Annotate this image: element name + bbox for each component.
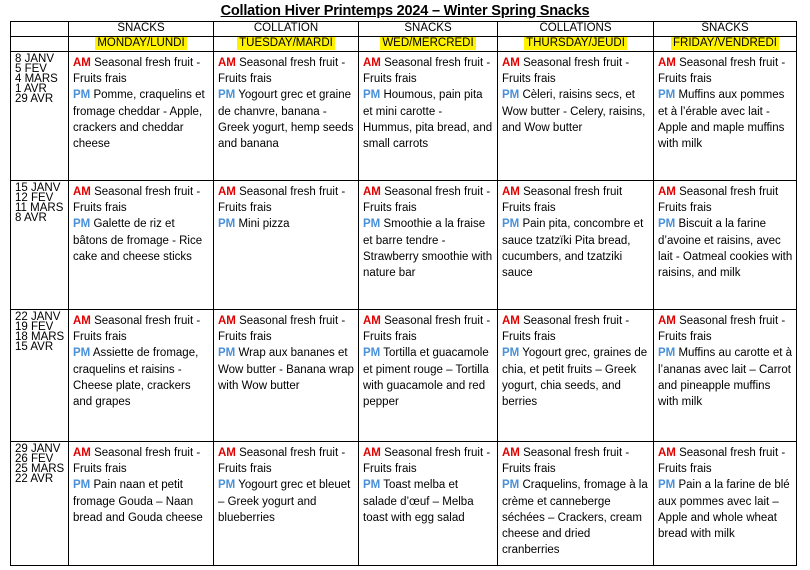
am-label: AM [502,57,520,69]
day-header-wednesday: WED/MERCREDI [382,37,474,49]
snack-cell [214,442,359,566]
am-snack: Seasonal fresh fruit - Fruits frais [502,447,630,476]
pm-label: PM [363,479,381,492]
week-row [11,310,797,442]
am-label: AM [218,447,236,459]
am-label: AM [363,186,381,198]
am-snack: Seasonal fresh fruit - Fruits frais [502,57,630,86]
pm-snack: Biscuit a la farine d’avoine et raisins, avec lait - Oatmeal cookies with raisins, and milk [658,218,793,280]
am-snack: Seasonal fresh fruit Fruits frais [658,186,779,215]
pm-snack: Muffins au carotte et à l’ananas avec lait – Carrot and pineapple muffins with milk [658,347,793,409]
am-label: AM [658,186,676,198]
am-label: AM [73,315,91,327]
pm-snack: Pain pita, concombre et sauce tzatzïki Pita bread, cucumbers, and tzatziki sauce [502,218,644,280]
header-category-monday: SNACKS [69,22,214,37]
am-snack: Seasonal fresh fruit - Fruits frais [363,186,491,215]
snack-cell [654,442,797,566]
am-label: AM [658,447,676,459]
pm-label: PM [502,347,520,360]
snack-cell [498,442,654,566]
am-snack: Seasonal fresh fruit - Fruits frais [73,186,201,215]
week-date: 25 MARS [15,463,65,475]
am-snack: Seasonal fresh fruit - Fruits frais [658,315,786,344]
pm-snack: Mini pizza [238,218,290,231]
snack-cell [654,52,797,181]
pm-label: PM [73,479,91,492]
header-row-category [11,22,797,37]
pm-label: PM [658,89,676,102]
week-date: 18 MARS [15,331,65,343]
am-snack: Seasonal fresh fruit - Fruits frais [73,315,201,344]
am-label: AM [658,57,676,69]
am-snack: Seasonal fresh fruit - Fruits frais [218,315,346,344]
snack-cell [359,52,498,181]
pm-label: PM [502,479,520,492]
pm-label: PM [218,218,236,231]
header-category-thursday: COLLATIONS [498,22,654,37]
pm-label: PM [363,218,381,231]
pm-snack: Cèleri, raisins secs, et Wow butter - Celery, raisins, and Wow butter [502,89,646,134]
day-header-thursday: THURSDAY/JEUDI [526,37,625,49]
pm-snack: Pain a la farine de blé aux pommes avec lait – Apple and whole wheat bread with milk [658,479,790,541]
pm-snack: Yogourt grec, graines de chia, et petit fruits – Greek yogurt, chia seeds, and berries [502,347,648,409]
week-dates [11,442,69,566]
pm-label: PM [363,347,381,360]
am-snack: Seasonal fresh fruit Fruits frais [502,186,623,215]
snack-cell [654,181,797,310]
week-date: 15 AVR [15,341,54,353]
pm-label: PM [218,479,236,492]
am-snack: Seasonal fresh fruit - Fruits frais [73,447,201,476]
snack-cell [359,310,498,442]
am-snack: Seasonal fresh fruit - Fruits frais [73,57,201,86]
page-title: Collation Hiver Printemps 2024 – Winter Spring Snacks [220,3,590,19]
pm-label: PM [502,218,520,231]
pm-label: PM [658,347,676,360]
week-date: 26 FEV [15,453,54,465]
day-header-monday: MONDAY/LUNDI [97,37,185,49]
week-date: 8 AVR [15,212,47,224]
week-dates [11,181,69,310]
am-snack: Seasonal fresh fruit - Fruits frais [218,447,346,476]
day-header-friday: FRIDAY/VENDREDI [673,37,777,49]
pm-label: PM [502,89,520,102]
pm-snack: Toast melba et salade d’œuf – Melba toast with egg salad [363,479,474,524]
am-label: AM [363,447,381,459]
am-label: AM [73,57,91,69]
snack-schedule-table [10,21,797,566]
pm-label: PM [218,347,236,360]
header-corner-cell [11,37,69,52]
pm-label: PM [658,218,676,231]
pm-snack: Craquelins, fromage à la crème et canneberge séchées – Crackers, cream cheese and dried cranberries [502,479,648,557]
week-row [11,181,797,310]
day-header-tuesday: TUESDAY/MARDI [239,37,333,49]
am-label: AM [502,186,520,198]
header-corner-cell [11,22,69,37]
week-date: 29 JANV [15,443,61,455]
am-snack: Seasonal fresh fruit - Fruits frais [502,315,630,344]
header-category-wednesday: SNACKS [359,22,498,37]
pm-label: PM [73,89,91,102]
snack-cell [498,310,654,442]
am-label: AM [218,315,236,327]
am-snack: Seasonal fresh fruit - Fruits frais [218,186,346,215]
week-date: 8 JANV [15,53,54,65]
pm-snack: Pomme, craquelins et fromage cheddar - Apple, crackers and cheddar cheese [73,89,205,151]
snack-cell [214,181,359,310]
pm-label: PM [73,218,91,231]
snack-cell [214,310,359,442]
week-date: 29 AVR [15,93,54,105]
snack-cell [69,181,214,310]
header-category-tuesday: COLLATION [214,22,359,37]
am-snack: Seasonal fresh fruit - Fruits frais [658,447,786,476]
pm-label: PM [73,347,91,360]
week-date: 19 FEV [15,321,54,333]
header-row-days [11,37,797,52]
pm-snack: Assiette de fromage, craquelins et raisins - Cheese plate, crackers and grapes [73,347,199,409]
am-label: AM [502,447,520,459]
header-category-friday: SNACKS [654,22,797,37]
pm-snack: Yogourt grec et bleuet – Greek yogurt and blueberries [218,479,351,524]
week-date: 5 FEV [15,63,47,75]
week-date: 22 JANV [15,311,61,323]
snack-cell [69,52,214,181]
week-row [11,442,797,566]
week-row [11,52,797,181]
week-date: 12 FEV [15,192,54,204]
am-label: AM [363,57,381,69]
snack-cell [359,181,498,310]
week-dates [11,52,69,181]
week-date: 4 MARS [15,73,58,85]
am-label: AM [218,186,236,198]
pm-snack: Wrap aux bananes et Wow butter - Banana wrap with Wow butter [218,347,354,392]
pm-snack: Yogourt grec et graine de chanvre, banana - Greek yogurt, hemp seeds and banana [218,89,354,151]
am-label: AM [363,315,381,327]
am-label: AM [73,186,91,198]
pm-label: PM [658,479,676,492]
pm-snack: Smoothie a la fraise et barre tendre - Strawberry smoothie with nature bar [363,218,493,280]
pm-snack: Houmous, pain pita et mini carotte - Hummus, pita bread, and small carrots [363,89,493,151]
snack-cell [69,310,214,442]
pm-label: PM [218,89,236,102]
snack-cell [654,310,797,442]
pm-snack: Pain naan et petit fromage Gouda – Naan bread and Gouda cheese [73,479,203,524]
am-snack: Seasonal fresh fruit - Fruits frais [363,57,491,86]
snack-cell [359,442,498,566]
week-date: 1 AVR [15,83,47,95]
pm-snack: Galette de riz et bâtons de fromage - Rice cake and cheese sticks [73,218,203,263]
am-snack: Seasonal fresh fruit - Fruits frais [363,315,491,344]
week-date: 11 MARS [15,202,64,214]
am-snack: Seasonal fresh fruit - Fruits frais [363,447,491,476]
pm-snack: Tortilla et guacamole et piment rouge – Tortilla with guacamole and red pepper [363,347,489,409]
week-dates [11,310,69,442]
am-label: AM [73,447,91,459]
snack-cell [214,52,359,181]
week-date: 15 JANV [15,182,61,194]
snack-cell [498,181,654,310]
week-date: 22 AVR [15,473,54,485]
am-label: AM [658,315,676,327]
am-snack: Seasonal fresh fruit - Fruits frais [218,57,346,86]
snack-cell [69,442,214,566]
am-label: AM [502,315,520,327]
snack-cell [498,52,654,181]
pm-snack: Muffins aux pommes et à l’érable avec lait - Apple and maple muffins with milk [658,89,785,151]
am-snack: Seasonal fresh fruit - Fruits frais [658,57,786,86]
pm-label: PM [363,89,381,102]
am-label: AM [218,57,236,69]
